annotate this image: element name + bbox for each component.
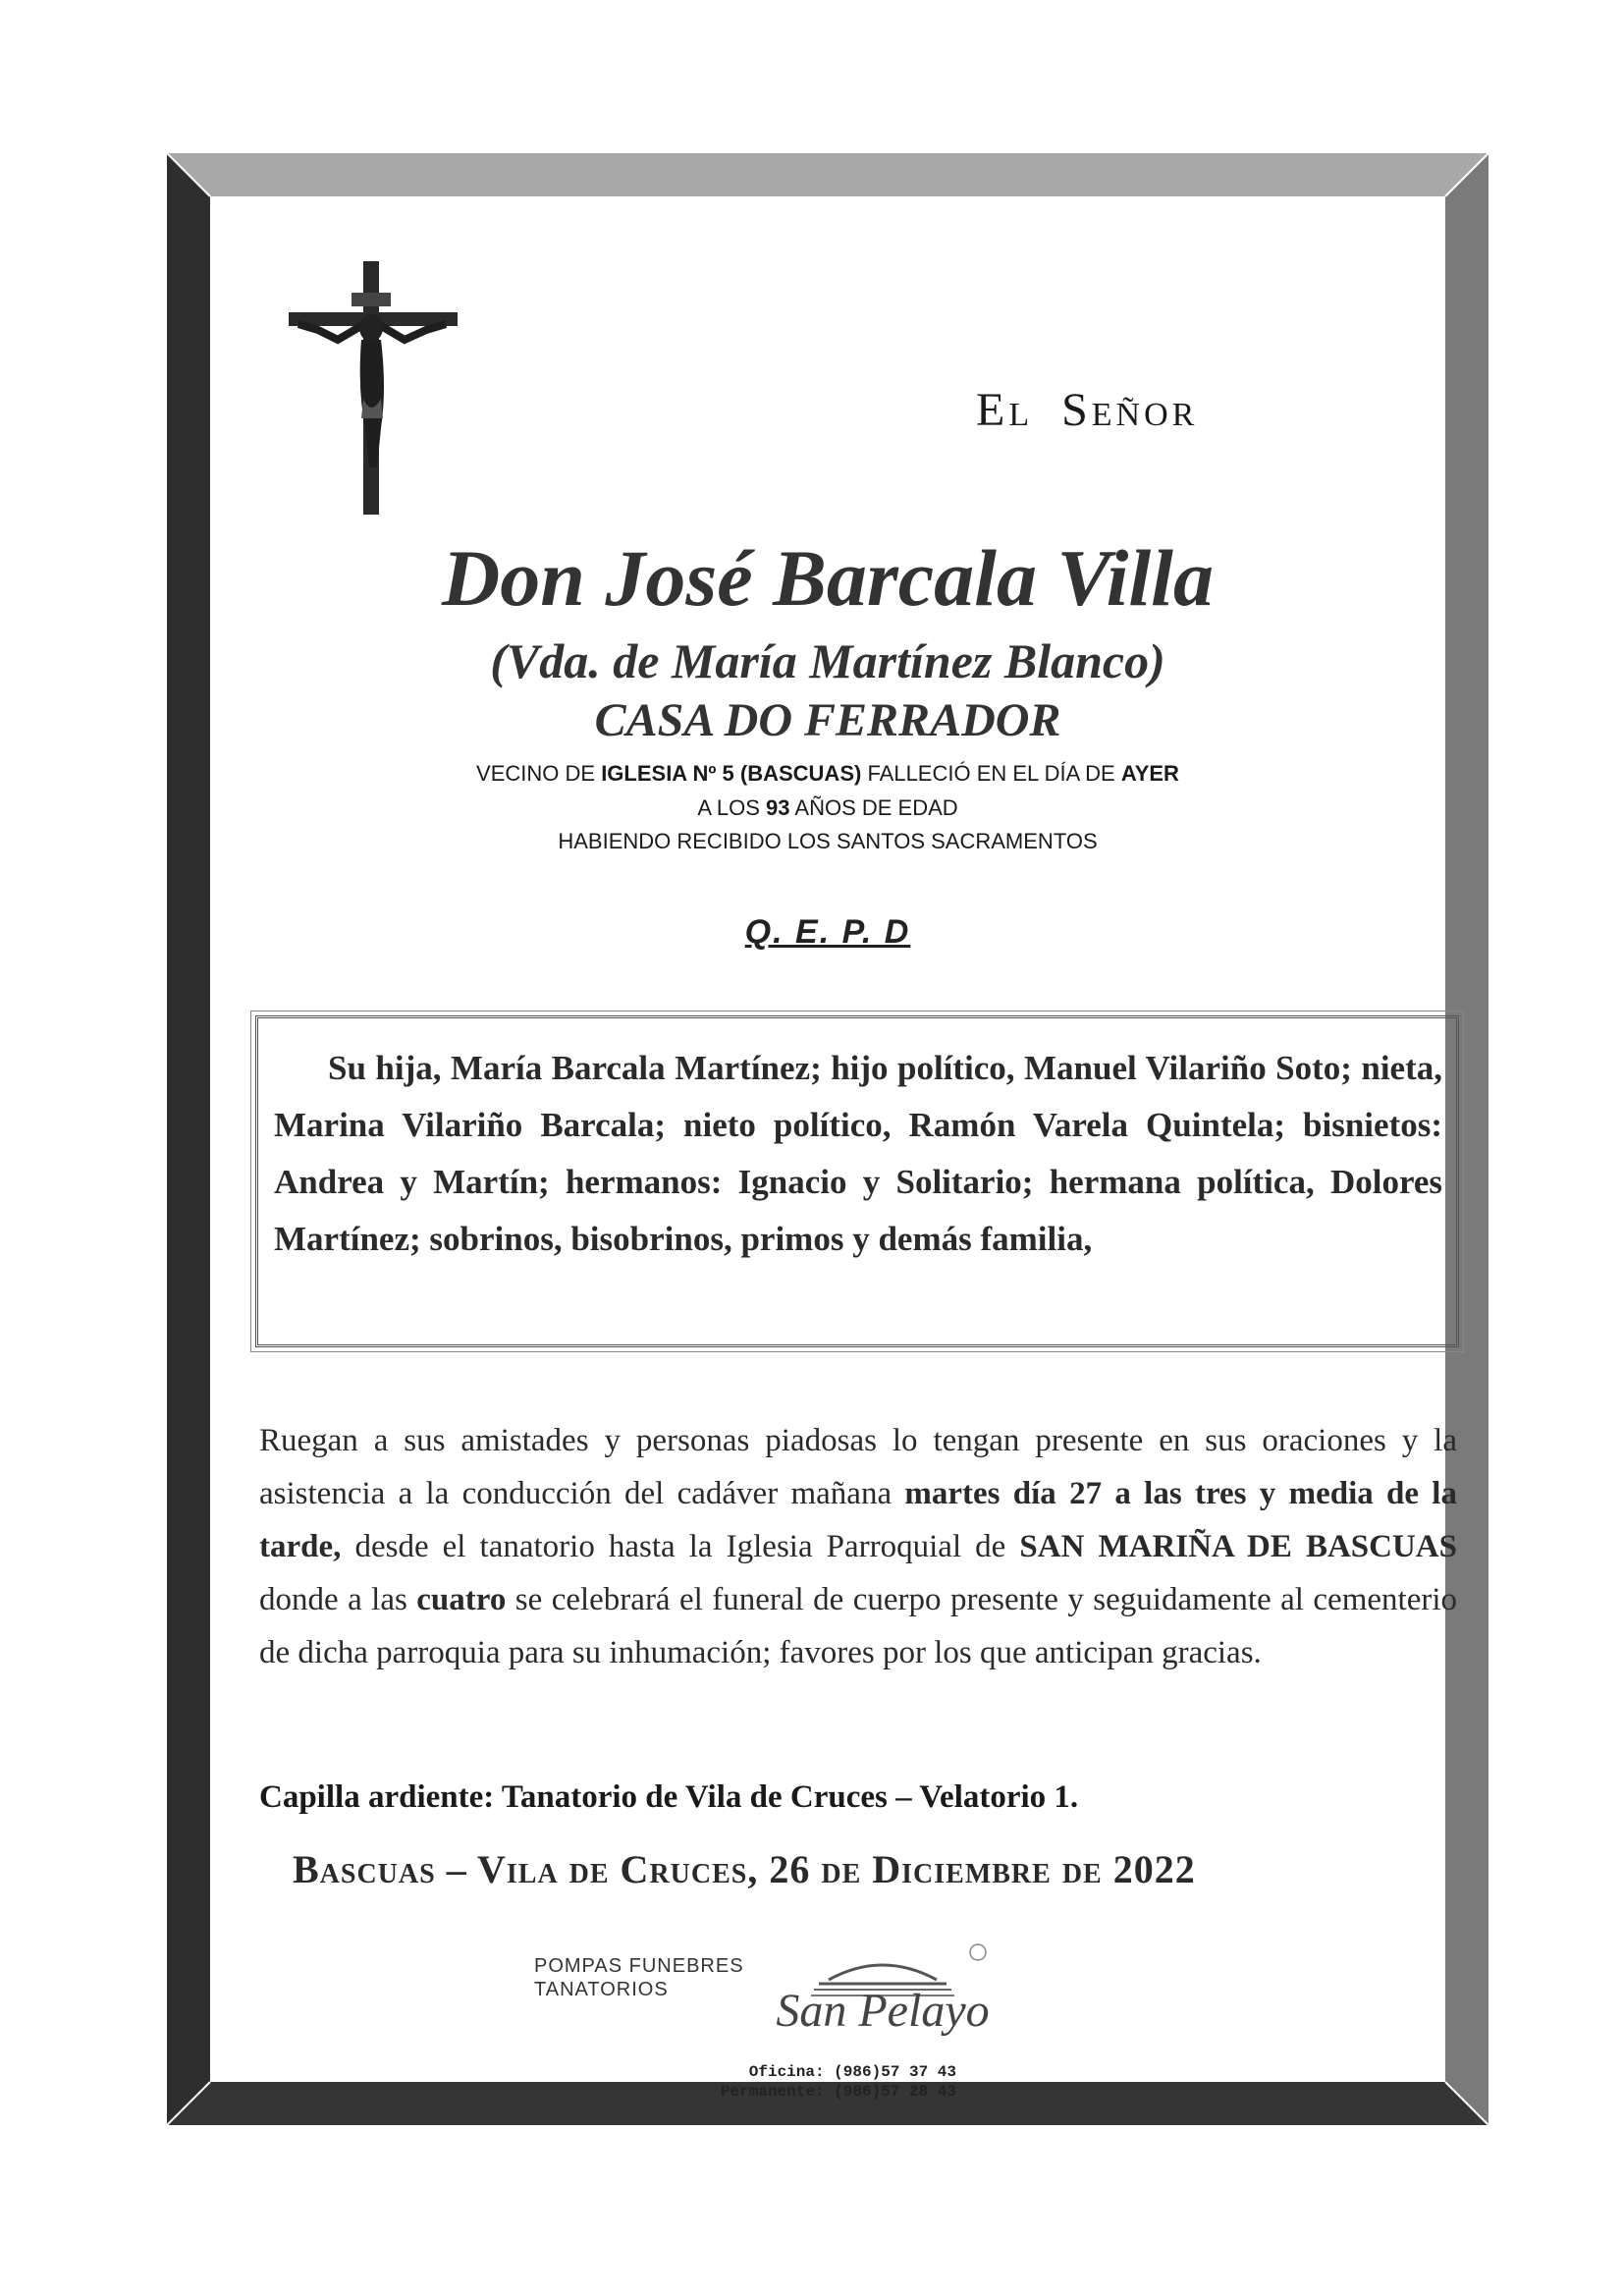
deceased-name: Don José Barcala Villa <box>442 533 1214 623</box>
crucifix-icon <box>279 251 465 517</box>
pompas-line1: POMPAS FUNEBRES <box>534 1955 744 1977</box>
age-prefix: A LOS <box>697 795 767 820</box>
pompas-line2: TANATORIOS <box>534 1979 669 2000</box>
sacraments-line: HABIENDO RECIBIDO LOS SANTOS SACRAMENTOS <box>558 829 1098 853</box>
phone-permanent: Permanente: (986)57 28 43 <box>720 2083 956 2101</box>
qepd-mark: Q. E. P. D <box>744 913 911 951</box>
el-word: El <box>976 384 1034 436</box>
family-list: Su hija, María Barcala Martínez; hijo político, Manuel Vilariño Soto; nieta, Marina Vilariño Barcala; nieto político, Ramón Varela Quintela; bisnietos: Andrea y Martín; hermanos: Ignacio y Solitario; hermana política, Dolores Martínez; sobrinos, bisobrinos, primos y demás familia, <box>274 1049 1442 1258</box>
widow-of: (Vda. de María Martínez Blanco) <box>490 633 1165 688</box>
el-senor-heading <box>976 383 1198 437</box>
residence-address: IGLESIA Nº 5 (BASCUAS) <box>601 761 862 786</box>
place-date: Bascuas – Vila de Cruces, 26 de Diciembre de 2022 <box>293 1847 1196 1891</box>
logo-wordmark: San Pelayo <box>776 1985 990 2037</box>
phone-office: Oficina: (986)57 37 43 <box>748 2063 956 2081</box>
funeral-request <box>259 1414 1457 1679</box>
age-value: 93 <box>766 795 790 820</box>
senor-word: Señor <box>1061 384 1199 436</box>
chapel-info: Capilla ardiente: Tanatorio de Vila de Cruces – Velatorio 1. <box>259 1779 1079 1815</box>
parish-name: SAN MARIÑA DE BASCUAS <box>1019 1529 1457 1564</box>
residence-prefix: VECINO DE <box>476 761 602 786</box>
death-day: AYER <box>1120 761 1179 786</box>
funeral-datetime: martes día 27 a las tres y media de la tarde, <box>259 1476 1457 1564</box>
death-prefix: FALLECIÓ EN EL DÍA DE <box>861 761 1121 786</box>
mass-time: cuatro <box>416 1582 507 1617</box>
request-part5: donde a las <box>259 1582 417 1617</box>
request-part3: desde el tanatorio hasta la Iglesia Parroquial de <box>341 1529 1020 1564</box>
funeral-home-label <box>534 1954 744 2001</box>
age-suffix: AÑOS DE EDAD <box>789 795 958 820</box>
mourning-frame <box>167 153 1488 2125</box>
request-part1: Ruegan a sus amistades y personas piadosas lo tengan presente en sus oraciones y la asistencia a la conducción del cadáver mañana <box>259 1423 1457 1511</box>
request-part7: se celebrará el funeral de cuerpo presente y seguidamente al cementerio de dicha parroquia para su inhumación; favores por los que anticipan gracias. <box>259 1582 1457 1670</box>
notice-content <box>210 196 1457 2101</box>
house-name: CASA DO FERRADOR <box>594 694 1061 746</box>
family-box <box>255 1015 1459 1347</box>
residence-line <box>210 761 1445 787</box>
age-line <box>210 795 1445 821</box>
phones <box>662 2062 956 2102</box>
